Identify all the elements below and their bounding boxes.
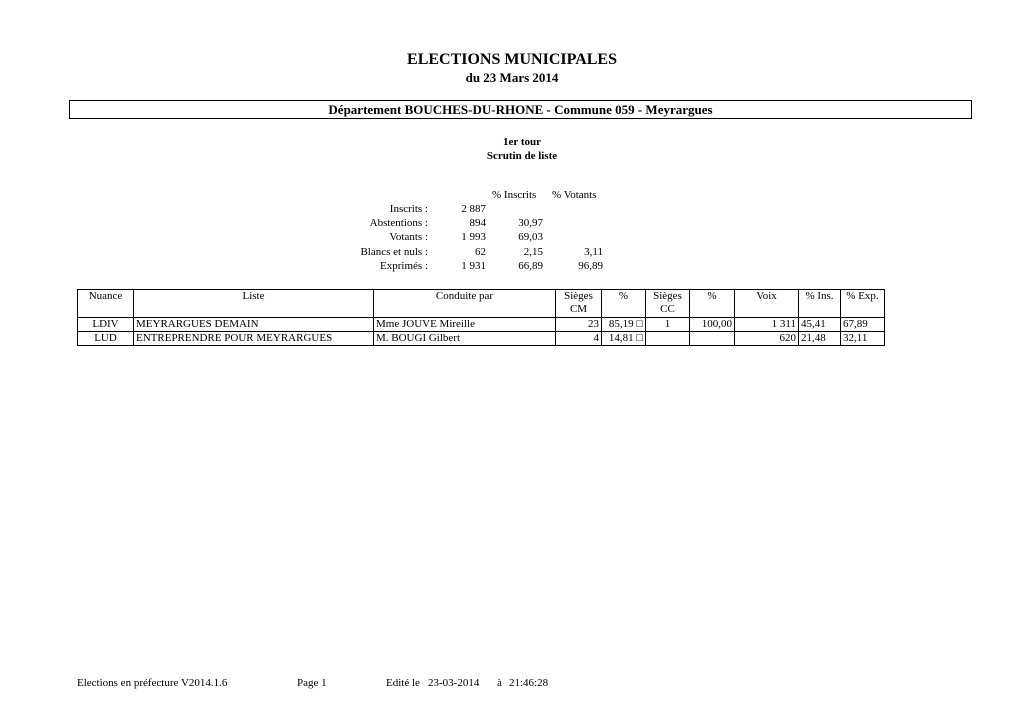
footer-edited-date: 23-03-2014: [428, 677, 480, 689]
cell-liste: ENTREPRENDRE POUR MEYRARGUES: [134, 332, 374, 346]
stat-label-exprimes: Exprimés :: [380, 260, 428, 272]
stat-pct-ins-exprimes: 66,89: [518, 260, 543, 272]
stat-value-abstentions: 894: [469, 217, 486, 229]
table-header-row: [78, 290, 885, 318]
cell-pct-cc: [690, 332, 735, 346]
col-header-conduite: Conduite par: [374, 290, 556, 318]
table-row: [78, 318, 885, 332]
cell-sieges-cc: 1: [646, 318, 690, 332]
scrutin-label: Scrutin de liste: [486, 150, 558, 162]
footer-software-version: Elections en préfecture V2014.1.6: [77, 677, 228, 689]
cell-sieges-cm: 4: [556, 332, 602, 346]
stat-pct-ins-abstentions: 30,97: [518, 217, 543, 229]
footer-edited-label: Edité le: [386, 677, 420, 689]
cell-pct-cm: 14,81 □: [602, 332, 646, 346]
cell-pct-ins: 45,41: [799, 318, 841, 332]
cell-liste: MEYRARGUES DEMAIN: [134, 318, 374, 332]
cell-conduite: M. BOUGI Gilbert: [374, 332, 556, 346]
cell-nuance: LDIV: [78, 318, 134, 332]
round-label: 1er tour: [503, 136, 541, 148]
stat-pct-vot-blancs-nuls: 3,11: [584, 246, 603, 258]
col-header-liste: Liste: [134, 290, 374, 318]
cell-sieges-cm: 23: [556, 318, 602, 332]
cell-voix: 1 311: [735, 318, 799, 332]
table-row: [78, 332, 885, 346]
cell-pct-exp: 67,89: [841, 318, 885, 332]
cell-nuance: LUD: [78, 332, 134, 346]
cell-pct-ins: 21,48: [799, 332, 841, 346]
stat-label-blancs-nuls: Blancs et nuls :: [360, 246, 428, 258]
cell-voix: 620: [735, 332, 799, 346]
document-subtitle: du 23 Mars 2014: [465, 70, 559, 85]
stat-value-exprimes: 1 931: [461, 260, 486, 272]
col-header-pct-cc: %: [690, 290, 735, 318]
col-header-pct-cm: %: [602, 290, 646, 318]
stat-value-blancs-nuls: 62: [475, 246, 486, 258]
cell-pct-cc: 100,00: [690, 318, 735, 332]
col-header-sieges-cm-line2: CM: [569, 303, 588, 315]
cell-pct-exp: 32,11: [841, 332, 885, 346]
stat-pct-vot-exprimes: 96,89: [578, 260, 603, 272]
footer-page-number: Page 1: [297, 677, 327, 689]
results-table: [77, 289, 885, 346]
col-header-pct-exp: % Exp.: [841, 290, 885, 318]
cell-sieges-cc: [646, 332, 690, 346]
col-header-sieges-cm: [556, 290, 602, 318]
footer-edited-sep: à: [497, 677, 502, 689]
cell-conduite: Mme JOUVE Mireille: [374, 318, 556, 332]
stat-value-votants: 1 993: [461, 231, 486, 243]
cell-pct-cm: 85,19 □: [602, 318, 646, 332]
stat-label-votants: Votants :: [389, 231, 428, 243]
col-header-voix: Voix: [735, 290, 799, 318]
col-header-sieges-cm-line1: Sièges: [564, 290, 593, 302]
footer-edited-time: 21:46:28: [509, 677, 549, 689]
stat-pct-ins-votants: 69,03: [518, 231, 543, 243]
col-header-pct-ins: % Ins.: [799, 290, 841, 318]
stat-label-abstentions: Abstentions :: [369, 217, 428, 229]
col-header-sieges-cc-line2: CC: [660, 303, 675, 315]
stat-label-inscrits: Inscrits :: [389, 203, 428, 215]
col-header-sieges-cc-line1: Sièges: [653, 290, 682, 302]
stat-value-inscrits: 2 887: [461, 203, 486, 215]
document-title: ELECTIONS MUNICIPALES: [407, 51, 617, 68]
stat-header-pct-votants: % Votants: [552, 189, 597, 201]
stat-pct-ins-blancs-nuls: 2,15: [523, 246, 543, 258]
col-header-nuance: Nuance: [78, 290, 134, 318]
stat-header-pct-inscrits: % Inscrits: [492, 189, 537, 201]
department-commune-banner: Département BOUCHES-DU-RHONE - Commune 059 - Meyrargues: [69, 100, 972, 119]
col-header-sieges-cc: [646, 290, 690, 318]
